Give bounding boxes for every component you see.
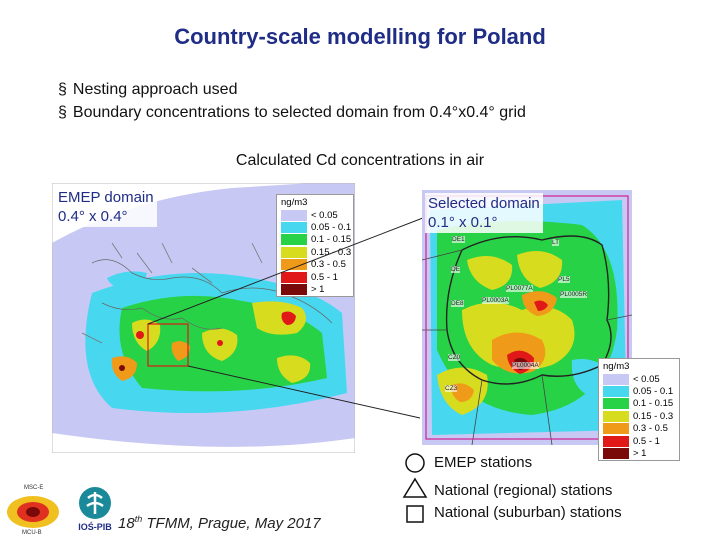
- circle-marker-icon: [404, 452, 426, 474]
- site-code-label: PL0003A: [482, 297, 509, 304]
- legend-label: 0.15 - 0.3: [633, 410, 674, 422]
- square-marker-icon: [405, 504, 425, 524]
- legend-unit: ng/m3: [281, 197, 308, 208]
- legend-row: [599, 398, 679, 410]
- legend-label: 0.05 - 0.1: [311, 222, 352, 234]
- legend-swatch: [603, 374, 629, 385]
- msce-logo: [4, 486, 62, 538]
- legend-row: [599, 435, 679, 447]
- emep-stations-label: EMEP stations: [434, 454, 533, 471]
- site-code-label: PL5: [558, 276, 570, 283]
- figure-caption: Calculated Cd concentrations in air: [235, 152, 485, 169]
- suburban-stations-label: National (suburban) stations: [434, 504, 622, 521]
- legend-row: [599, 373, 679, 385]
- site-code-label: PL0005R: [560, 291, 588, 298]
- ios-pib-logo-text: IOŚ-PIB: [78, 522, 112, 532]
- msce-logo-text: MSC-E: [24, 485, 44, 491]
- legend-label: 0.05 - 0.1: [633, 386, 674, 398]
- legend-row: [599, 410, 679, 422]
- legend-label: 0.5 - 1: [633, 435, 660, 447]
- site-code-label: PL0077A: [506, 285, 533, 292]
- mcub-logo-text: MCU-B: [22, 530, 42, 536]
- bullet-item: § Boundary concentrations to selected domain from 0.4°x0.4° grid: [58, 101, 526, 124]
- ios-pib-logo: [74, 484, 116, 538]
- legend-label: 0.5 - 1: [311, 271, 338, 283]
- legend-label: 0.1 - 0.15: [633, 398, 674, 410]
- selected-domain-label: [425, 193, 543, 233]
- legend-unit: ng/m3: [603, 361, 630, 372]
- site-code-label: DE: [451, 266, 461, 273]
- footer-text: [118, 514, 321, 532]
- slide-title: Country-scale modelling for Poland: [174, 24, 546, 49]
- legend-swatch: [603, 423, 629, 434]
- bullet-item: § Nesting approach used: [58, 78, 526, 101]
- triangle-marker-icon: [402, 477, 428, 499]
- selected-domain-name: Selected domain: [428, 195, 540, 212]
- emep-domain-resolution: 0.4° x 0.4°: [58, 208, 128, 225]
- legend-swatch: [603, 448, 629, 459]
- legend-label: > 1: [633, 448, 647, 460]
- legend-row: [599, 447, 679, 459]
- legend-swatch: [603, 398, 629, 409]
- site-code-label: CZ0: [448, 354, 461, 361]
- legend-label: < 0.05: [311, 209, 338, 221]
- legend-swatch: [603, 436, 629, 447]
- site-code-label: LT: [552, 239, 560, 246]
- legend-label: 0.15 - 0.3: [311, 246, 352, 258]
- emep-domain-name: EMEP domain: [58, 189, 154, 206]
- legend-row: [599, 385, 679, 397]
- legend-label: 0.1 - 0.15: [311, 234, 352, 246]
- footer-ordinal: 18: [118, 515, 135, 532]
- site-code-label: DE8: [451, 300, 464, 307]
- legend-label: 0.3 - 0.5: [633, 423, 668, 435]
- legend-swatch: [603, 411, 629, 422]
- footer-ordinal-suffix: th: [134, 514, 143, 524]
- legend-label: < 0.05: [633, 373, 660, 385]
- legend-swatch: [603, 386, 629, 397]
- selected-domain-resolution: 0.1° x 0.1°: [428, 214, 498, 231]
- site-code-label: PL0004A: [512, 362, 539, 369]
- site-code-label: DE1: [452, 236, 465, 243]
- legend-label: > 1: [311, 284, 325, 296]
- selected-legend: [598, 358, 680, 461]
- regional-stations-label: National (regional) stations: [434, 482, 613, 499]
- legend-row: [599, 423, 679, 435]
- legend-label: 0.3 - 0.5: [311, 259, 346, 271]
- footer-event: TFMM, Prague, May 2017: [142, 515, 321, 532]
- site-code-label: CZ3: [445, 385, 458, 392]
